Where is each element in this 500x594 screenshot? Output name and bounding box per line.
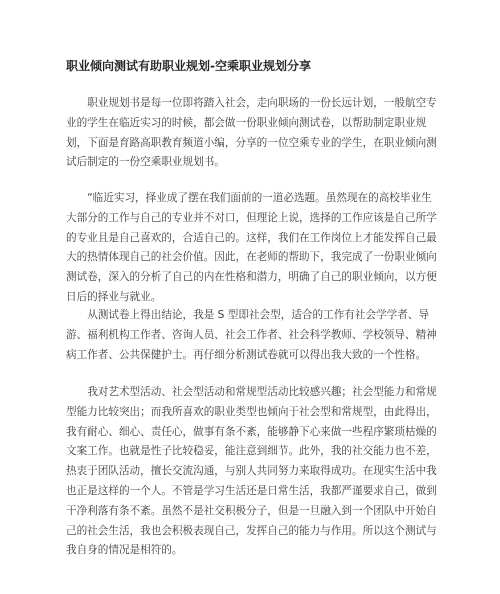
paragraph-test-result: 从测试卷上得出结论，我是 S 型即社会型，适合的工作有社会学学者、导游、福利机构工作者、咨询人员、社会工作者、社会科学教师、学校领导、精神病工作者、公共保健护士。再仔细分析测试卷就可以得出我大致的一个性格。 (66, 309, 437, 361)
paragraph-internship: “临近实习，择业成了摆在我们面前的一道必选题。虽然现在的高校毕业生大部分的工作与自己的专业并不对口，但理论上说，选择的工作应该是自己所学的专业且是自己喜欢的，合适自己的。这样，我们在工作岗位上才能发挥自己最大的热情体现自己的社会价值。因此，在老师的帮助下，我完成了一份职业倾向测试卷，深入的分析了自己的内在性格和潜力，明确了自己的职业倾向，以方便日后的择业与就业。 (66, 192, 437, 303)
paragraph-intro: 职业规划书是每一位即将踏入社会，走向职场的一份长远计划，一般航空专业的学生在临近实习的时候，都会做一份职业倾向测试卷，以帮助制定职业规划，下面是育路高职教育频道小编，分享的一位空乘专业的学生，在职业倾向测试后制定的一份空乘职业规划书。 (66, 97, 437, 169)
paragraph-personality: 我对艺术型活动、社会型活动和常规型活动比较感兴趣；社会型能力和常规型能力比较突出；而我所喜欢的职业类型也倾向于社会型和常规型，由此得出，我有耐心、细心、责任心，做事有条不紊，能够静下心来做一些程序繁琐枯燥的文案工作。也就是性子比较稳妥，能注意到细节。此外，我的社交能力也不差，热衷于团队活动，擅长交流沟通，与别人共同努力来取得成功。在现实生活中我也正是这样的一个人。不管是学习生活还是日常生活，我都严谨要求自己，做到干净利落有条不紊。虽然不是社交积极分子，但是一旦融入到一个团队中开始自己的社会生活，我也会积极表现自己，发挥自己的能力与作用。所以这个测试与我自身的情况是相符的。 (66, 386, 437, 557)
document-title: 职业倾向测试有助职业规划-空乘职业规划分享 (66, 59, 311, 73)
